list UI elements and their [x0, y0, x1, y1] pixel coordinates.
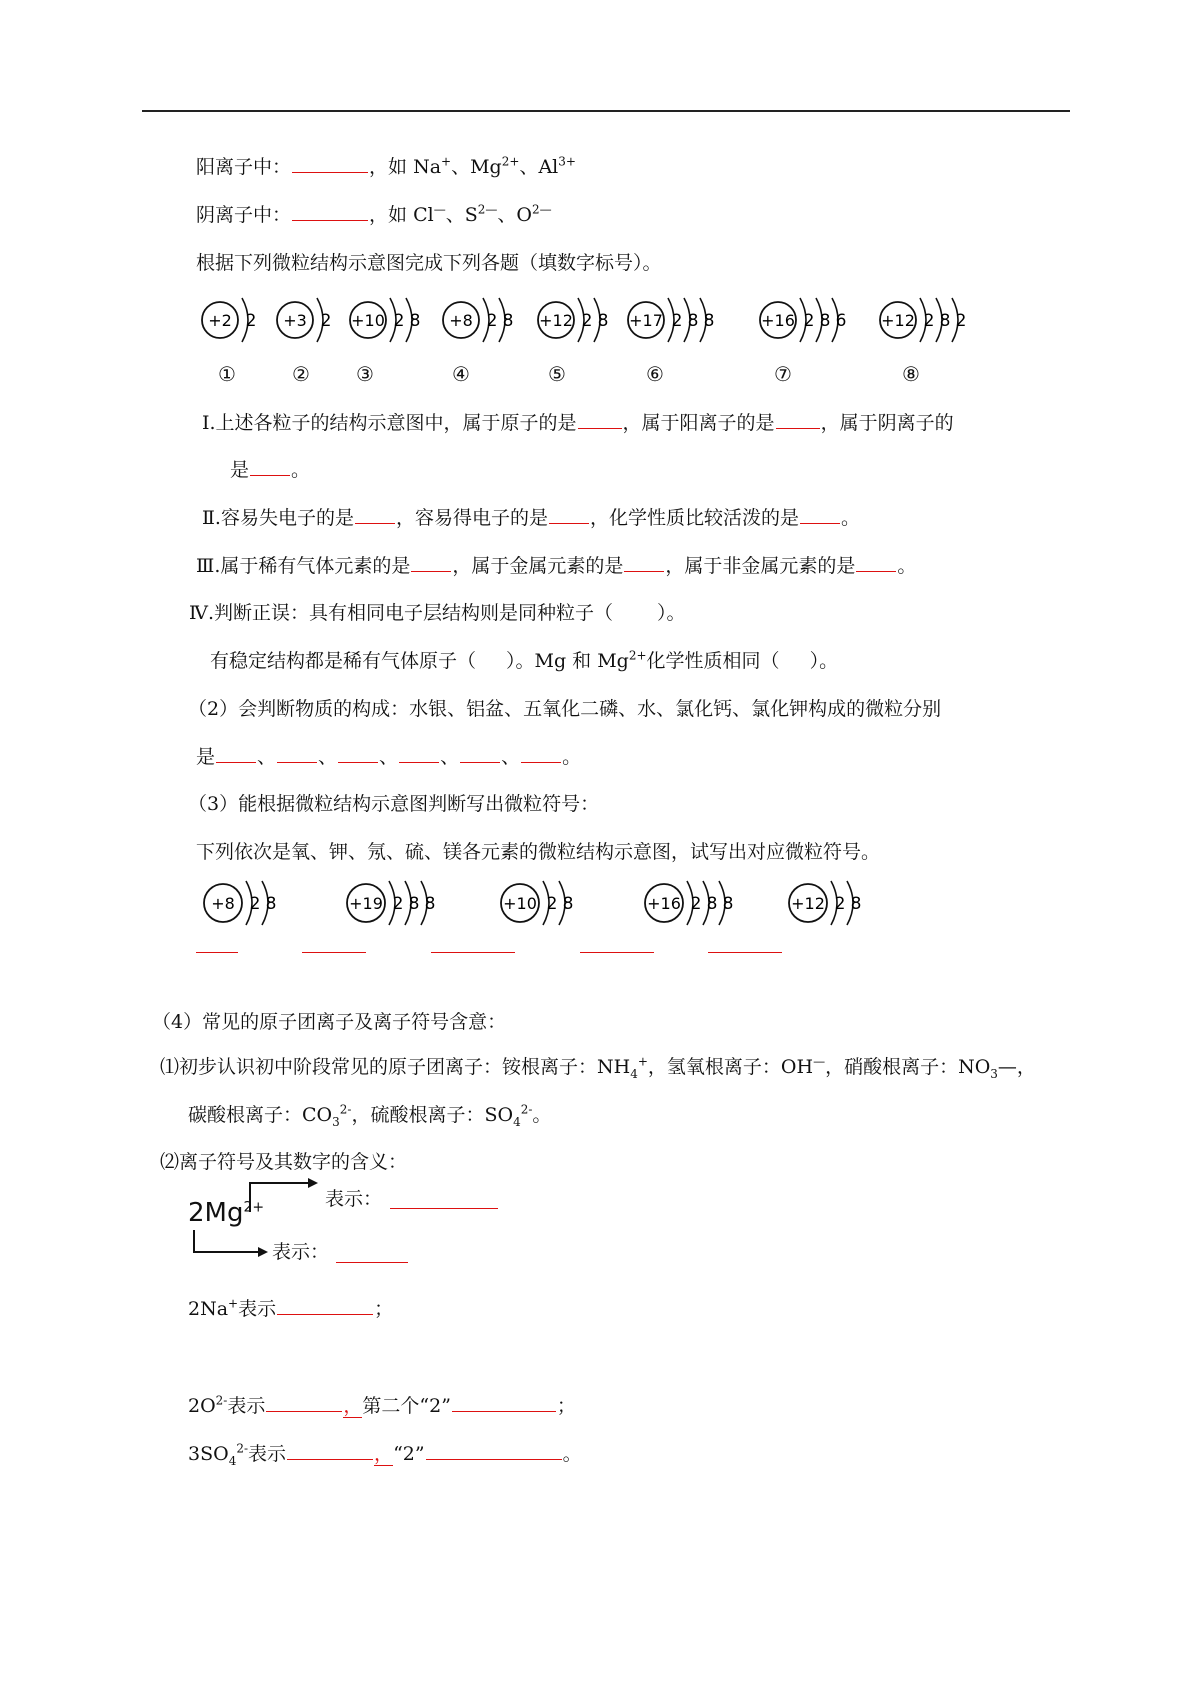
arrow-top — [250, 1183, 314, 1212]
sep: ，如 — [369, 156, 414, 178]
q-text: 是 — [196, 746, 216, 768]
label-top: 表示： — [325, 1188, 383, 1210]
diagram-label: ⑤ — [548, 362, 566, 386]
charge: + — [228, 1296, 239, 1311]
shell-electrons: 8 — [409, 311, 421, 331]
shell-electrons: 2 — [320, 311, 332, 331]
q-text: 。 — [532, 1104, 552, 1126]
shell-electrons: 8 — [502, 311, 514, 331]
blank[interactable] — [266, 1410, 342, 1412]
nucleus-charge: +3 — [283, 311, 307, 330]
q-text: Ⅳ.判断正误：具有相同电子层结构则是同种粒子（ — [189, 602, 614, 624]
charge: + — [637, 1054, 648, 1069]
so4-line — [188, 1441, 582, 1468]
sep: ， — [343, 1395, 363, 1417]
part-4-line-3: ⑵离子符号及其数字的含义： — [160, 1151, 408, 1173]
arrowhead-bottom — [258, 1247, 268, 1257]
q-text: ⑴初步认识初中阶段常见的原子团离子：铵根离子：NH — [160, 1056, 631, 1078]
charge: 2- — [215, 1393, 228, 1408]
charge: 2— — [531, 202, 552, 217]
ion: S — [464, 204, 478, 226]
q-text: ，属于非金属元素的是 — [665, 555, 856, 577]
diagram-label: ③ — [356, 362, 374, 386]
diagram-label: ⑦ — [774, 362, 792, 386]
diagram-label: ② — [292, 362, 310, 386]
q-text: ，硝酸根离子：NO — [825, 1056, 991, 1078]
shell-electrons: 8 — [408, 894, 420, 914]
sep: 、 — [501, 746, 521, 768]
charge: 2- — [339, 1102, 352, 1117]
nucleus-charge: +19 — [349, 894, 383, 913]
o-line — [188, 1393, 576, 1417]
ion: Na — [413, 156, 442, 178]
shell-electrons: 8 — [562, 894, 574, 914]
shell-electrons: 8 — [424, 894, 436, 914]
shell-electrons: 8 — [703, 311, 715, 331]
instruction: 根据下列微粒结构示意图完成下列各题（填数字标号）。 — [196, 252, 662, 274]
sep: 。 — [562, 746, 582, 768]
q-text: 碳酸根离子：CO — [188, 1104, 333, 1126]
shell-electrons: 6 — [835, 311, 847, 331]
q-text: —， — [997, 1056, 1036, 1078]
shell-electrons: 2 — [955, 311, 967, 331]
subscript: 3 — [990, 1066, 998, 1081]
ion: 2Na — [188, 1298, 229, 1320]
shell-electrons: 2 — [393, 311, 405, 331]
q-text: ，属于阴离子的 — [820, 412, 954, 434]
q-text: Ⅱ.容易失电子的是 — [202, 507, 354, 529]
sep: 、 — [379, 746, 399, 768]
sep: 、 — [519, 156, 539, 178]
shell-electrons: 2 — [486, 311, 498, 331]
nucleus-charge: +8 — [449, 311, 473, 330]
q-text: ，硫酸根离子：SO — [351, 1104, 514, 1126]
charge: — — [813, 1054, 826, 1069]
part-3-title: （3）能根据微粒结构示意图判断写出微粒符号： — [188, 793, 600, 815]
q-text: 。 — [841, 507, 861, 529]
subscript: 4 — [630, 1066, 638, 1081]
nucleus-charge: +10 — [351, 311, 385, 330]
blank[interactable] — [452, 1410, 556, 1412]
shell-electrons: 2 — [690, 894, 702, 914]
q-text: ，属于金属元素的是 — [452, 555, 624, 577]
q-text: ）。Mg 和 Mg — [506, 650, 629, 672]
q-text: ，氢氧根离子：OH — [647, 1056, 814, 1078]
blank[interactable] — [426, 1458, 562, 1460]
charge: 2— — [477, 202, 498, 217]
charge: + — [441, 154, 452, 169]
diagram-label: ① — [218, 362, 236, 386]
charge: 2+ — [628, 648, 647, 663]
q-text: 有稳定结构都是稀有气体原子（ — [210, 650, 477, 672]
q-text: 表示 — [248, 1443, 287, 1465]
charge: 2+ — [501, 154, 520, 169]
diagram-label: ⑥ — [646, 362, 664, 386]
sep: 、 — [445, 204, 465, 226]
answer-line[interactable] — [390, 1208, 498, 1209]
nucleus-charge: +16 — [647, 894, 681, 913]
sep: 、 — [257, 746, 277, 768]
sep: ， — [374, 1443, 394, 1465]
na-line — [188, 1296, 394, 1320]
sep: ，如 — [369, 204, 414, 226]
q-text: ，化学性质比较活泼的是 — [589, 507, 799, 529]
q-text: ，属于阳离子的是 — [622, 412, 775, 434]
nucleus-charge: +2 — [208, 311, 232, 330]
nucleus-charge: +12 — [539, 311, 573, 330]
shell-electrons: 8 — [850, 894, 862, 914]
shell-electrons: 8 — [819, 311, 831, 331]
shell-electrons: 8 — [722, 894, 734, 914]
ion: 3SO — [188, 1443, 229, 1465]
subscript: 3 — [332, 1114, 340, 1129]
label-bottom: 表示： — [272, 1241, 330, 1263]
part-2: （2）会判断物质的构成：水银、铝盆、五氧化二磷、水、氯化钙、氯化钾构成的微粒分别 — [188, 698, 942, 720]
subscript: 4 — [513, 1114, 521, 1129]
sep: 、 — [440, 746, 460, 768]
anion-prefix: 阴离子中： — [196, 204, 292, 226]
nucleus-charge: +12 — [881, 311, 915, 330]
formula: 2Mg — [188, 1198, 244, 1228]
part-3-desc: 下列依次是氧、钾、氖、硫、镁各元素的微粒结构示意图，试写出对应微粒符号。 — [196, 841, 881, 863]
q-text: ）。 — [809, 650, 839, 672]
diagram-label: ④ — [452, 362, 470, 386]
nucleus-charge: +17 — [629, 311, 663, 330]
charge: 2+ — [243, 1199, 265, 1216]
shell-electrons: 8 — [265, 894, 277, 914]
shell-electrons: 2 — [581, 311, 593, 331]
nucleus-charge: +8 — [211, 894, 235, 913]
nucleus-charge: +12 — [791, 894, 825, 913]
q-text: 第二个“2” — [362, 1395, 451, 1417]
shell-electrons: 2 — [249, 894, 261, 914]
shell-electrons: 2 — [803, 311, 815, 331]
sep: 、 — [451, 156, 471, 178]
q-text: 。 — [897, 555, 917, 577]
charge: 2- — [236, 1441, 249, 1456]
shell-electrons: 8 — [687, 311, 699, 331]
shell-electrons: 8 — [939, 311, 951, 331]
sep: 、 — [497, 204, 517, 226]
part-4-title: （4）常见的原子团离子及离子符号含意： — [152, 1011, 507, 1033]
shell-electrons: 2 — [392, 894, 404, 914]
shell-electrons: 8 — [597, 311, 609, 331]
shell-electrons: 2 — [923, 311, 935, 331]
q-text: 表示 — [238, 1298, 277, 1320]
nucleus-charge: +16 — [761, 311, 795, 330]
charge: — — [433, 202, 446, 217]
shell-electrons: 8 — [706, 894, 718, 914]
q-text: 。 — [562, 1443, 582, 1465]
ion: Mg — [470, 156, 502, 178]
shell-electrons: 2 — [546, 894, 558, 914]
q-text: 表示 — [227, 1395, 266, 1417]
q-text: 化学性质相同（ — [646, 650, 780, 672]
arrow-bottom — [194, 1230, 262, 1252]
ion: 2O — [188, 1395, 216, 1417]
ion: Al — [538, 156, 559, 178]
q-text: ，容易得电子的是 — [395, 507, 548, 529]
charge: 2- — [520, 1102, 533, 1117]
shell-electrons: 2 — [245, 311, 257, 331]
q-text: ； — [374, 1298, 394, 1320]
answer-line[interactable] — [336, 1262, 408, 1263]
arrowhead-top — [308, 1178, 318, 1188]
diagram-label: ⑧ — [902, 362, 920, 386]
ion: O — [516, 204, 532, 226]
q-text: “2” — [393, 1443, 425, 1465]
q-text: Ⅲ.属于稀有气体元素的是 — [196, 555, 411, 577]
sep: 、 — [318, 746, 338, 768]
q-text: ）。 — [657, 602, 686, 624]
shell-electrons: 2 — [671, 311, 683, 331]
q-text: Ⅰ.上述各粒子的结构示意图中，属于原子的是 — [202, 412, 577, 434]
cation-prefix: 阳离子中： — [196, 156, 292, 178]
subscript: 4 — [228, 1453, 237, 1468]
nucleus-charge: +10 — [503, 894, 537, 913]
charge: 3+ — [558, 154, 576, 169]
q-text: 。 — [291, 459, 311, 481]
ion: Cl — [413, 204, 434, 226]
shell-electrons: 2 — [834, 894, 846, 914]
q-text: ； — [556, 1395, 576, 1417]
q-text: 是 — [230, 459, 250, 481]
blank[interactable] — [277, 1313, 373, 1315]
blank[interactable] — [287, 1458, 373, 1460]
